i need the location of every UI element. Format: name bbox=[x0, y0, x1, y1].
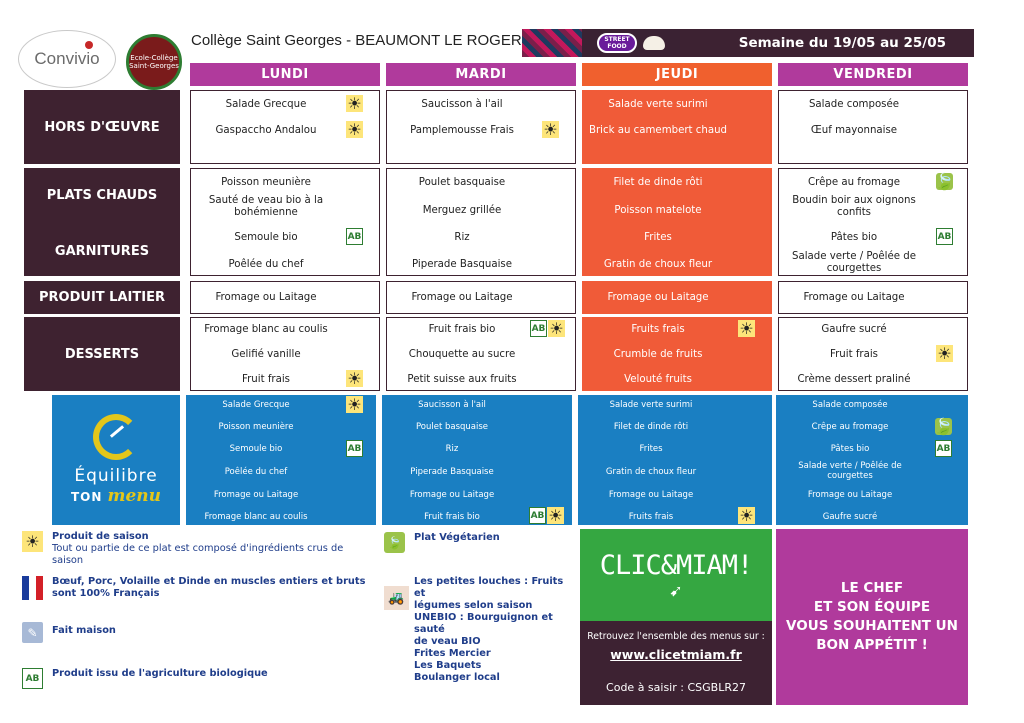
leaf-vegetarian-icon: 🍃 bbox=[933, 417, 954, 436]
ab-bio-icon: AB bbox=[529, 507, 546, 524]
clic-miam-info-text: Retrouvez l'ensemble des menus sur : bbox=[587, 631, 765, 642]
ab-bio-icon: AB bbox=[936, 228, 953, 245]
menu-item: Poisson matelote bbox=[614, 205, 702, 216]
legend-local-line: de veau BIO bbox=[414, 636, 481, 647]
menu-item: Piperade Basquaise bbox=[412, 259, 512, 270]
convivio-dot-icon bbox=[85, 41, 93, 49]
school-title: Collège Saint Georges - BEAUMONT LE ROGER bbox=[191, 32, 522, 49]
college-logo bbox=[126, 34, 182, 90]
menu-item: Poulet basquaise bbox=[415, 422, 489, 432]
leaf-vegetarian-icon: 🍃 bbox=[934, 172, 955, 191]
menu-item: Pamplemousse Frais bbox=[410, 125, 514, 136]
menu-item: Salade verte / Poêlée de courgettes bbox=[791, 251, 917, 274]
menu-item: Sauté de veau bio à la bohémienne bbox=[208, 195, 324, 218]
menu-item: Poulet basquaise bbox=[418, 177, 506, 188]
menu-item: Fromage ou Laitage bbox=[409, 490, 495, 500]
menu-item: Fromage ou Laitage bbox=[213, 490, 299, 500]
menu-item: Petit suisse aux fruits bbox=[407, 374, 517, 385]
lundi-hors-cell bbox=[190, 90, 380, 164]
menu-item: Crêpe au fromage bbox=[811, 422, 889, 432]
clic-miam-logo bbox=[580, 529, 772, 621]
menu-item: Fruits frais bbox=[631, 324, 685, 335]
clic-miam-code: Code à saisir : CSGBLR27 bbox=[606, 681, 746, 694]
menu-item: Riz bbox=[445, 444, 459, 454]
menu-item: Fromage blanc au coulis bbox=[204, 512, 308, 522]
menu-item: Gratin de choux fleur bbox=[605, 467, 697, 477]
jeudi-laitier-cell bbox=[582, 281, 772, 314]
whisk-icon: ✎ bbox=[22, 622, 43, 643]
ab-bio-icon: AB bbox=[530, 320, 547, 337]
menu-item: Chouquette au sucre bbox=[408, 349, 516, 360]
menu-item: Salade Grecque bbox=[222, 400, 290, 410]
menu-item: Fromage ou Laitage bbox=[608, 490, 694, 500]
menu-item: Semoule bio bbox=[234, 232, 298, 243]
equilibre-lundi bbox=[186, 395, 376, 525]
legend-saison bbox=[52, 531, 372, 567]
legend-local bbox=[414, 576, 574, 684]
french-flag-icon bbox=[22, 576, 43, 600]
day-header-mardi: MARDI bbox=[386, 63, 576, 86]
plate-fork-icon bbox=[93, 414, 139, 460]
legend-francais: Bœuf, Porc, Volaille et Dinde en muscles entiers et bruts sont 100% Français bbox=[52, 576, 366, 599]
menu-item: Fruit frais bbox=[242, 374, 290, 385]
tractor-icon: 🚜 bbox=[384, 586, 409, 610]
menu-item: Pâtes bio bbox=[830, 444, 870, 454]
equilibre-jeudi bbox=[578, 395, 772, 525]
convivio-logo bbox=[18, 30, 116, 88]
category-desserts: DESSERTS bbox=[24, 317, 180, 391]
sun-icon: ☀ bbox=[549, 319, 564, 338]
clic-miam-info bbox=[580, 621, 772, 705]
menu-item: Filet de dinde rôti bbox=[613, 177, 703, 188]
legend-fait-maison: Fait maison bbox=[52, 625, 116, 636]
menu-item: Boudin boir aux oignons confits bbox=[792, 195, 916, 218]
menu-item: Salade verte surimi bbox=[608, 99, 708, 110]
menu-item: Gaufre sucré bbox=[822, 512, 878, 522]
legend-local-line: Les Baquets bbox=[414, 660, 482, 671]
menu-item: Filet de dinde rôti bbox=[613, 422, 689, 432]
equilibre-word: Équilibre bbox=[74, 466, 158, 486]
menu-item: Frites bbox=[639, 444, 663, 454]
ton-menu-line bbox=[71, 486, 161, 506]
convivio-logo-text: Convivio bbox=[34, 49, 100, 68]
menu-item: Gelifié vanille bbox=[231, 349, 301, 360]
jeudi-desserts-cell bbox=[582, 317, 772, 391]
vendredi-hors-cell bbox=[778, 90, 968, 164]
mardi-hors-cell bbox=[386, 90, 576, 164]
menu-item: Velouté fruits bbox=[624, 374, 692, 385]
menu-item: Poêlée du chef bbox=[228, 259, 304, 270]
menu-item: Fromage ou Laitage bbox=[607, 292, 709, 303]
menu-item: Salade Grecque bbox=[225, 99, 307, 110]
ab-bio-icon: AB bbox=[22, 668, 43, 689]
equilibre-vendredi bbox=[776, 395, 968, 525]
cursor-icon: ➹ bbox=[669, 581, 683, 600]
sun-icon: ☀ bbox=[347, 395, 362, 414]
lundi-desserts-cell bbox=[190, 317, 380, 391]
menu-item: Merguez grillée bbox=[422, 205, 502, 216]
menu-item: Poêlée du chef bbox=[224, 467, 288, 477]
menu-item: Fromage ou Laitage bbox=[807, 490, 893, 500]
menu-item: Frites bbox=[644, 232, 672, 243]
category-plats-chauds: PLATS CHAUDS bbox=[46, 188, 158, 203]
menu-item: Riz bbox=[454, 232, 470, 243]
menu-item: Fromage blanc au coulis bbox=[204, 324, 328, 335]
menu-item: Fruit frais bbox=[830, 349, 878, 360]
pattern-decoration bbox=[522, 29, 582, 57]
menu-item: Crêpe au fromage bbox=[808, 177, 900, 188]
jeudi-plats-cell bbox=[582, 168, 772, 276]
category-produit-laitier: PRODUIT LAITIER bbox=[24, 281, 180, 314]
menu-item: Brick au camembert chaud bbox=[588, 125, 728, 136]
menu-item: Salade verte surimi bbox=[609, 400, 693, 410]
ab-bio-icon: AB bbox=[935, 440, 952, 457]
street-food-badge: STREET FOOD bbox=[597, 33, 637, 53]
day-header-vendredi: VENDREDI bbox=[778, 63, 968, 86]
legend-vegetarien: Plat Végétarien bbox=[414, 532, 500, 543]
menu-item: Gratin de choux fleur bbox=[603, 259, 713, 270]
college-logo-text: Ecole-Collège Saint-Georges bbox=[129, 54, 179, 70]
menu-item: Piperade Basquaise bbox=[410, 467, 494, 477]
legend-local-line: Frites Mercier bbox=[414, 648, 491, 659]
menu-item: Œuf mayonnaise bbox=[810, 125, 898, 136]
menu-item: Fromage ou Laitage bbox=[411, 292, 513, 303]
menu-item: Semoule bio bbox=[229, 444, 283, 454]
menu-item: Fruit frais bio bbox=[424, 512, 480, 522]
lundi-plats-cell bbox=[190, 168, 380, 276]
jeudi-hors-cell bbox=[582, 90, 772, 164]
menu-word: menu bbox=[107, 486, 162, 506]
sun-icon: ☀ bbox=[739, 319, 754, 338]
equilibre-mardi bbox=[382, 395, 572, 525]
menu-item: Fruits frais bbox=[628, 512, 674, 522]
vendredi-laitier-cell bbox=[778, 281, 968, 314]
day-header-lundi: LUNDI bbox=[190, 63, 380, 86]
vendredi-plats-cell bbox=[778, 168, 968, 276]
legend-saison-text: Tout ou partie de ce plat est composé d'ingrédients crus de saison bbox=[52, 543, 344, 566]
week-banner bbox=[522, 29, 974, 57]
menu-item: Gaufre sucré bbox=[821, 324, 887, 335]
week-label: Semaine du 19/05 au 25/05 bbox=[680, 29, 974, 57]
chef-line: VOUS SOUHAITENT UN bbox=[786, 618, 958, 634]
category-hors-doeuvre: HORS D'ŒUVRE bbox=[24, 90, 180, 164]
sun-icon: ☀ bbox=[543, 120, 558, 139]
clic-miam-link[interactable]: www.clicetmiam.fr bbox=[610, 647, 742, 662]
mardi-laitier-cell bbox=[386, 281, 576, 314]
menu-item: Salade composée bbox=[808, 99, 900, 110]
sun-icon: ☀ bbox=[347, 94, 362, 113]
mardi-plats-cell bbox=[386, 168, 576, 276]
ton-word: TON bbox=[70, 490, 103, 504]
category-garnitures: GARNITURES bbox=[54, 244, 150, 259]
vendredi-desserts-cell bbox=[778, 317, 968, 391]
day-header-jeudi: JEUDI bbox=[582, 63, 772, 86]
menu-item: Salade composée bbox=[812, 400, 888, 410]
menu-item: Saucisson à l'ail bbox=[418, 400, 486, 410]
sun-icon: ☀ bbox=[548, 506, 563, 525]
clic-miam-title: CLIC&MIAM! bbox=[599, 550, 753, 581]
legend-local-line: Les petites louches : Fruits et bbox=[414, 576, 564, 599]
menu-item: Salade verte / Poêlée de courgettes bbox=[798, 461, 902, 481]
menu-item: Fruit frais bio bbox=[428, 324, 496, 335]
burger-icon bbox=[643, 36, 665, 50]
menu-item: Crumble de fruits bbox=[613, 349, 703, 360]
menu-item: Crème dessert praliné bbox=[797, 374, 911, 385]
chef-line: LE CHEF bbox=[840, 580, 904, 596]
sun-icon: ☀ bbox=[22, 531, 43, 552]
street-food-area bbox=[582, 29, 680, 57]
category-plats-garnitures bbox=[24, 168, 180, 276]
menu-item: Gaspaccho Andalou bbox=[215, 125, 317, 136]
menu-item: Fromage ou Laitage bbox=[215, 292, 317, 303]
lundi-laitier-cell bbox=[190, 281, 380, 314]
menu-item: Pâtes bio bbox=[830, 232, 878, 243]
menu-item: Poisson meunière bbox=[221, 177, 311, 188]
legend-local-line: UNEBIO : Bourguignon et sauté bbox=[414, 612, 553, 635]
legend-bio: Produit issu de l'agriculture biologique bbox=[52, 668, 268, 679]
ab-bio-icon: AB bbox=[346, 440, 363, 457]
mardi-desserts-cell bbox=[386, 317, 576, 391]
sun-icon: ☀ bbox=[347, 369, 362, 388]
ab-bio-icon: AB bbox=[346, 228, 363, 245]
chef-message bbox=[776, 529, 968, 705]
menu-item: Poisson meunière bbox=[218, 422, 294, 432]
menu-item: Fromage ou Laitage bbox=[803, 292, 905, 303]
chef-line: BON APPÉTIT ! bbox=[816, 637, 928, 653]
legend-local-line: Boulanger local bbox=[414, 672, 500, 683]
sun-icon: ☀ bbox=[347, 120, 362, 139]
equilibre-ton-menu-logo bbox=[52, 395, 180, 525]
menu-item: Saucisson à l'ail bbox=[421, 99, 503, 110]
leaf-vegetarian-icon: 🍃 bbox=[384, 532, 405, 553]
sun-icon: ☀ bbox=[937, 344, 952, 363]
sun-icon: ☀ bbox=[739, 506, 754, 525]
legend-local-line: légumes selon saison bbox=[414, 600, 533, 611]
legend-saison-title: Produit de saison bbox=[52, 531, 149, 542]
chef-line: ET SON ÉQUIPE bbox=[813, 599, 931, 615]
